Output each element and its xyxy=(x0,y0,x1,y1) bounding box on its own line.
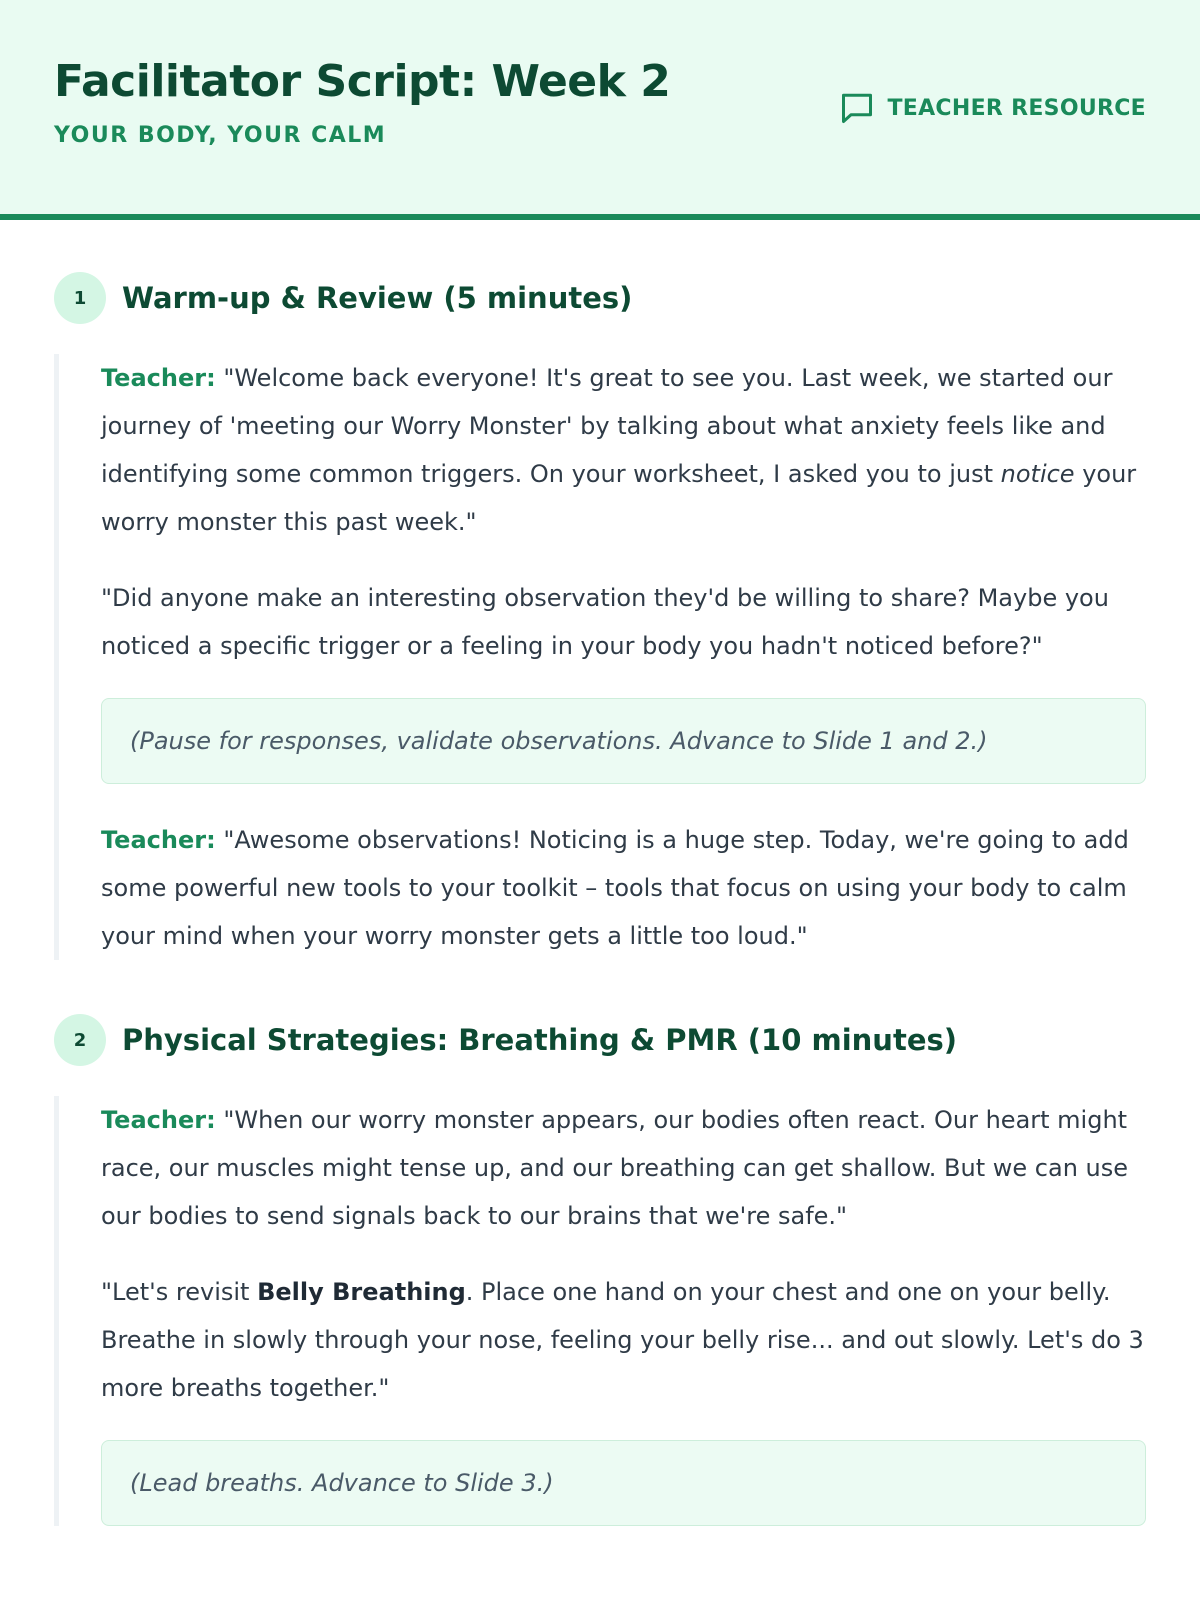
speaker-label: Teacher: xyxy=(101,826,216,854)
section-title: Physical Strategies: Breathing & PMR (10 minutes) xyxy=(122,1023,957,1057)
page-subtitle: YOUR BODY, YOUR CALM xyxy=(54,122,387,148)
section-title: Warm-up & Review (5 minutes) xyxy=(122,281,633,315)
section-body xyxy=(54,354,1146,960)
section-number: 1 xyxy=(54,272,106,324)
line-text: . Place one hand on your chest and one on your belly. Breathe in slowly through your nose, feeling your belly rise... and out slowly. Let's do 3 more breaths together." xyxy=(101,1278,1144,1402)
script-content xyxy=(0,220,1200,1526)
section-header xyxy=(54,272,1146,324)
teacher-line xyxy=(101,816,1146,960)
chat-bubble-icon xyxy=(839,90,875,126)
teacher-line xyxy=(101,354,1146,546)
badge-label: TEACHER RESOURCE xyxy=(887,95,1146,121)
line-text: "Let's revisit xyxy=(101,1278,258,1306)
speaker-label: Teacher: xyxy=(101,1106,216,1134)
page-title: Facilitator Script: Week 2 xyxy=(54,56,671,107)
emphasis-text: notice xyxy=(1000,460,1075,488)
section-physical-strategies xyxy=(54,1014,1146,1526)
page-header xyxy=(0,0,1200,220)
section-header xyxy=(54,1014,1146,1066)
section-warm-up xyxy=(54,272,1146,960)
facilitator-note: (Lead breaths. Advance to Slide 3.) xyxy=(101,1440,1146,1526)
section-body xyxy=(54,1096,1146,1526)
line-text: "Awesome observations! Noticing is a huge step. Today, we're going to add some powerful new tools to your toolkit – tools that focus on using your body to calm your mind when your worry monster gets a little too loud." xyxy=(101,826,1129,950)
strategy-name: Belly Breathing xyxy=(257,1278,466,1306)
line-text: your worry monster this past week." xyxy=(101,460,1137,536)
teacher-line: "Did anyone make an interesting observation they'd be willing to share? Maybe you noticed a specific trigger or a feeling in your body you hadn't noticed before?" xyxy=(101,584,1109,660)
teacher-resource-badge xyxy=(839,90,1146,126)
speaker-label: Teacher: xyxy=(101,364,216,392)
facilitator-note: (Pause for responses, validate observations. Advance to Slide 1 and 2.) xyxy=(101,698,1146,784)
line-text: "Welcome back everyone! It's great to see you. Last week, we started our journey of 'meeting our Worry Monster' by talking about what anxiety feels like and identifying some common triggers. On your worksheet, I asked you to just xyxy=(101,364,1113,488)
section-number: 2 xyxy=(54,1014,106,1066)
teacher-line xyxy=(101,1096,1146,1240)
teacher-line xyxy=(101,1268,1146,1412)
line-text: "When our worry monster appears, our bodies often react. Our heart might race, our muscles might tense up, and our breathing can get shallow. But we can use our bodies to send signals back to our brains that we're safe." xyxy=(101,1106,1129,1230)
